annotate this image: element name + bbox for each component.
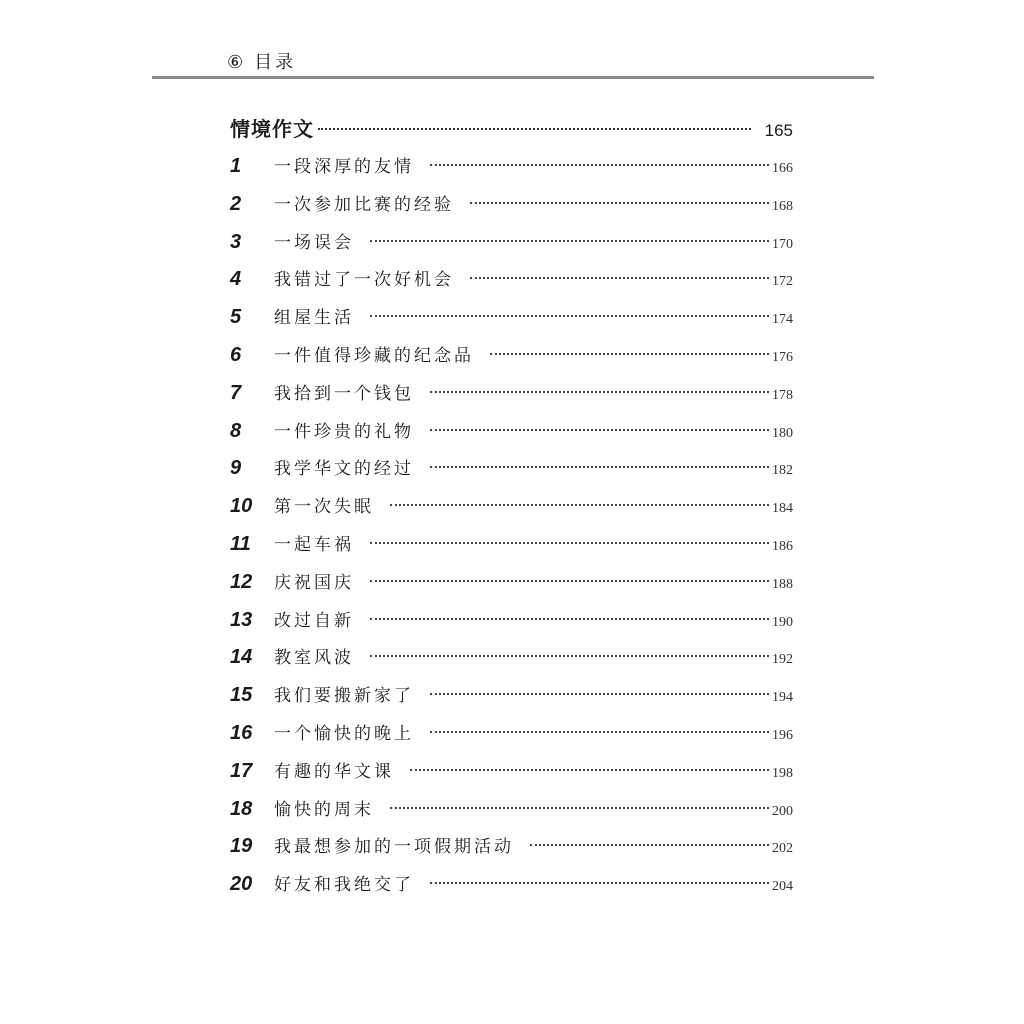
- dot-leader: [470, 202, 769, 204]
- dot-leader: [430, 731, 769, 733]
- toc-entry[interactable]: [230, 337, 793, 375]
- dot-leader: [430, 164, 769, 166]
- dot-leader: [430, 391, 769, 393]
- dot-leader: [470, 277, 769, 279]
- entry-page: 200: [772, 803, 793, 819]
- table-of-contents: [230, 110, 793, 904]
- entry-page: 204: [772, 879, 793, 895]
- entry-title: 改过自新: [274, 610, 354, 631]
- entry-title: 庆祝国庆: [274, 572, 354, 593]
- entry-title: 我最想参加的一项假期活动: [274, 837, 514, 858]
- dot-leader: [430, 693, 769, 695]
- page-header: [227, 48, 296, 74]
- toc-entry[interactable]: [230, 224, 793, 262]
- toc-entry[interactable]: [230, 828, 793, 866]
- entry-number: 8: [230, 419, 242, 442]
- header-title: 目录: [254, 52, 297, 73]
- entry-title: 有趣的华文课: [274, 761, 394, 782]
- dot-leader: [390, 807, 769, 809]
- dot-leader: [318, 128, 751, 130]
- entry-number: 10: [230, 495, 253, 518]
- entry-title: 我学华文的经过: [274, 459, 414, 480]
- toc-entry[interactable]: [230, 753, 793, 791]
- entry-page: 192: [772, 652, 793, 668]
- entry-page: 182: [772, 463, 793, 479]
- entry-number: 15: [230, 684, 253, 707]
- entry-number: 11: [230, 532, 251, 555]
- entry-title: 一次参加比赛的经验: [274, 194, 454, 215]
- entry-number: 17: [230, 759, 253, 782]
- entry-title: 一个愉快的晚上: [274, 723, 414, 744]
- entry-title: 我们要搬新家了: [274, 686, 414, 707]
- entry-title: 组屋生活: [274, 308, 354, 329]
- entry-page: 166: [772, 161, 793, 176]
- entry-number: 4: [230, 268, 242, 291]
- entry-number: 18: [230, 797, 253, 820]
- entry-title: 一场误会: [274, 232, 354, 253]
- section-page: 165: [764, 121, 793, 140]
- toc-entry[interactable]: [230, 526, 793, 564]
- toc-entries: [230, 148, 793, 904]
- entry-number: 20: [230, 873, 253, 896]
- entry-number: 19: [230, 835, 253, 858]
- dot-leader: [370, 315, 769, 317]
- toc-entry[interactable]: [230, 866, 793, 904]
- entry-title: 一件值得珍藏的纪念品: [274, 345, 474, 366]
- entry-title: 一件珍贵的礼物: [274, 421, 414, 442]
- dot-leader: [430, 882, 769, 884]
- entry-page: 188: [772, 576, 793, 592]
- dot-leader: [430, 466, 769, 468]
- entry-page: 176: [772, 349, 793, 365]
- entry-title: 我错过了一次好机会: [274, 270, 454, 291]
- entry-number: 5: [230, 306, 242, 329]
- entry-number: 3: [230, 230, 242, 253]
- dot-leader: [530, 844, 769, 846]
- entry-title: 好友和我绝交了: [274, 875, 414, 896]
- toc-entry[interactable]: [230, 564, 793, 602]
- toc-entry[interactable]: [230, 261, 793, 299]
- dot-leader: [370, 542, 769, 544]
- entry-page: 202: [772, 841, 793, 857]
- entry-page: 186: [772, 538, 793, 554]
- entry-page: 178: [772, 387, 793, 403]
- section-title: 情境作文: [230, 117, 314, 141]
- entry-page: 170: [772, 236, 793, 252]
- entry-page: 196: [772, 727, 793, 743]
- toc-entry[interactable]: [230, 450, 793, 488]
- dot-leader: [410, 769, 769, 771]
- toc-entry[interactable]: [230, 413, 793, 451]
- toc-entry[interactable]: [230, 299, 793, 337]
- toc-entry[interactable]: [230, 148, 793, 186]
- entry-number: 7: [230, 381, 242, 404]
- entry-number: 12: [230, 570, 253, 593]
- dot-leader: [370, 240, 769, 242]
- dot-leader: [490, 353, 769, 355]
- entry-title: 第一次失眠: [274, 497, 374, 518]
- entry-number: 13: [230, 608, 253, 631]
- entry-number: 6: [230, 343, 242, 366]
- toc-entry[interactable]: [230, 375, 793, 413]
- toc-entry[interactable]: [230, 186, 793, 224]
- entry-number: 2: [230, 192, 242, 215]
- entry-title: 一起车祸: [274, 534, 354, 555]
- entry-page: 198: [772, 765, 793, 781]
- dot-leader: [390, 504, 769, 506]
- page-number: ⑥: [227, 52, 247, 73]
- entry-page: 184: [772, 501, 793, 517]
- toc-entry[interactable]: [230, 639, 793, 677]
- entry-number: 14: [230, 646, 253, 669]
- entry-number: 16: [230, 721, 253, 744]
- header-rule: [152, 76, 874, 79]
- entry-title: 我拾到一个钱包: [274, 383, 414, 404]
- toc-entry[interactable]: [230, 488, 793, 526]
- entry-page: 180: [772, 425, 793, 441]
- entry-page: 194: [772, 690, 793, 706]
- toc-section-heading[interactable]: [230, 110, 793, 148]
- toc-entry[interactable]: [230, 602, 793, 640]
- entry-title: 愉快的周末: [274, 799, 374, 820]
- entry-page: 174: [772, 312, 793, 328]
- entry-number: 1: [230, 155, 242, 177]
- dot-leader: [370, 655, 769, 657]
- entry-page: 190: [772, 614, 793, 630]
- toc-entry[interactable]: [230, 791, 793, 829]
- toc-entry[interactable]: [230, 677, 793, 715]
- entry-page: 172: [772, 274, 793, 290]
- dot-leader: [370, 580, 769, 582]
- entry-title: 一段深厚的友情: [274, 157, 414, 177]
- entry-number: 9: [230, 457, 242, 480]
- entry-title: 教室风波: [274, 648, 354, 669]
- dot-leader: [430, 429, 769, 431]
- dot-leader: [370, 618, 769, 620]
- toc-entry[interactable]: [230, 715, 793, 753]
- entry-page: 168: [772, 198, 793, 214]
